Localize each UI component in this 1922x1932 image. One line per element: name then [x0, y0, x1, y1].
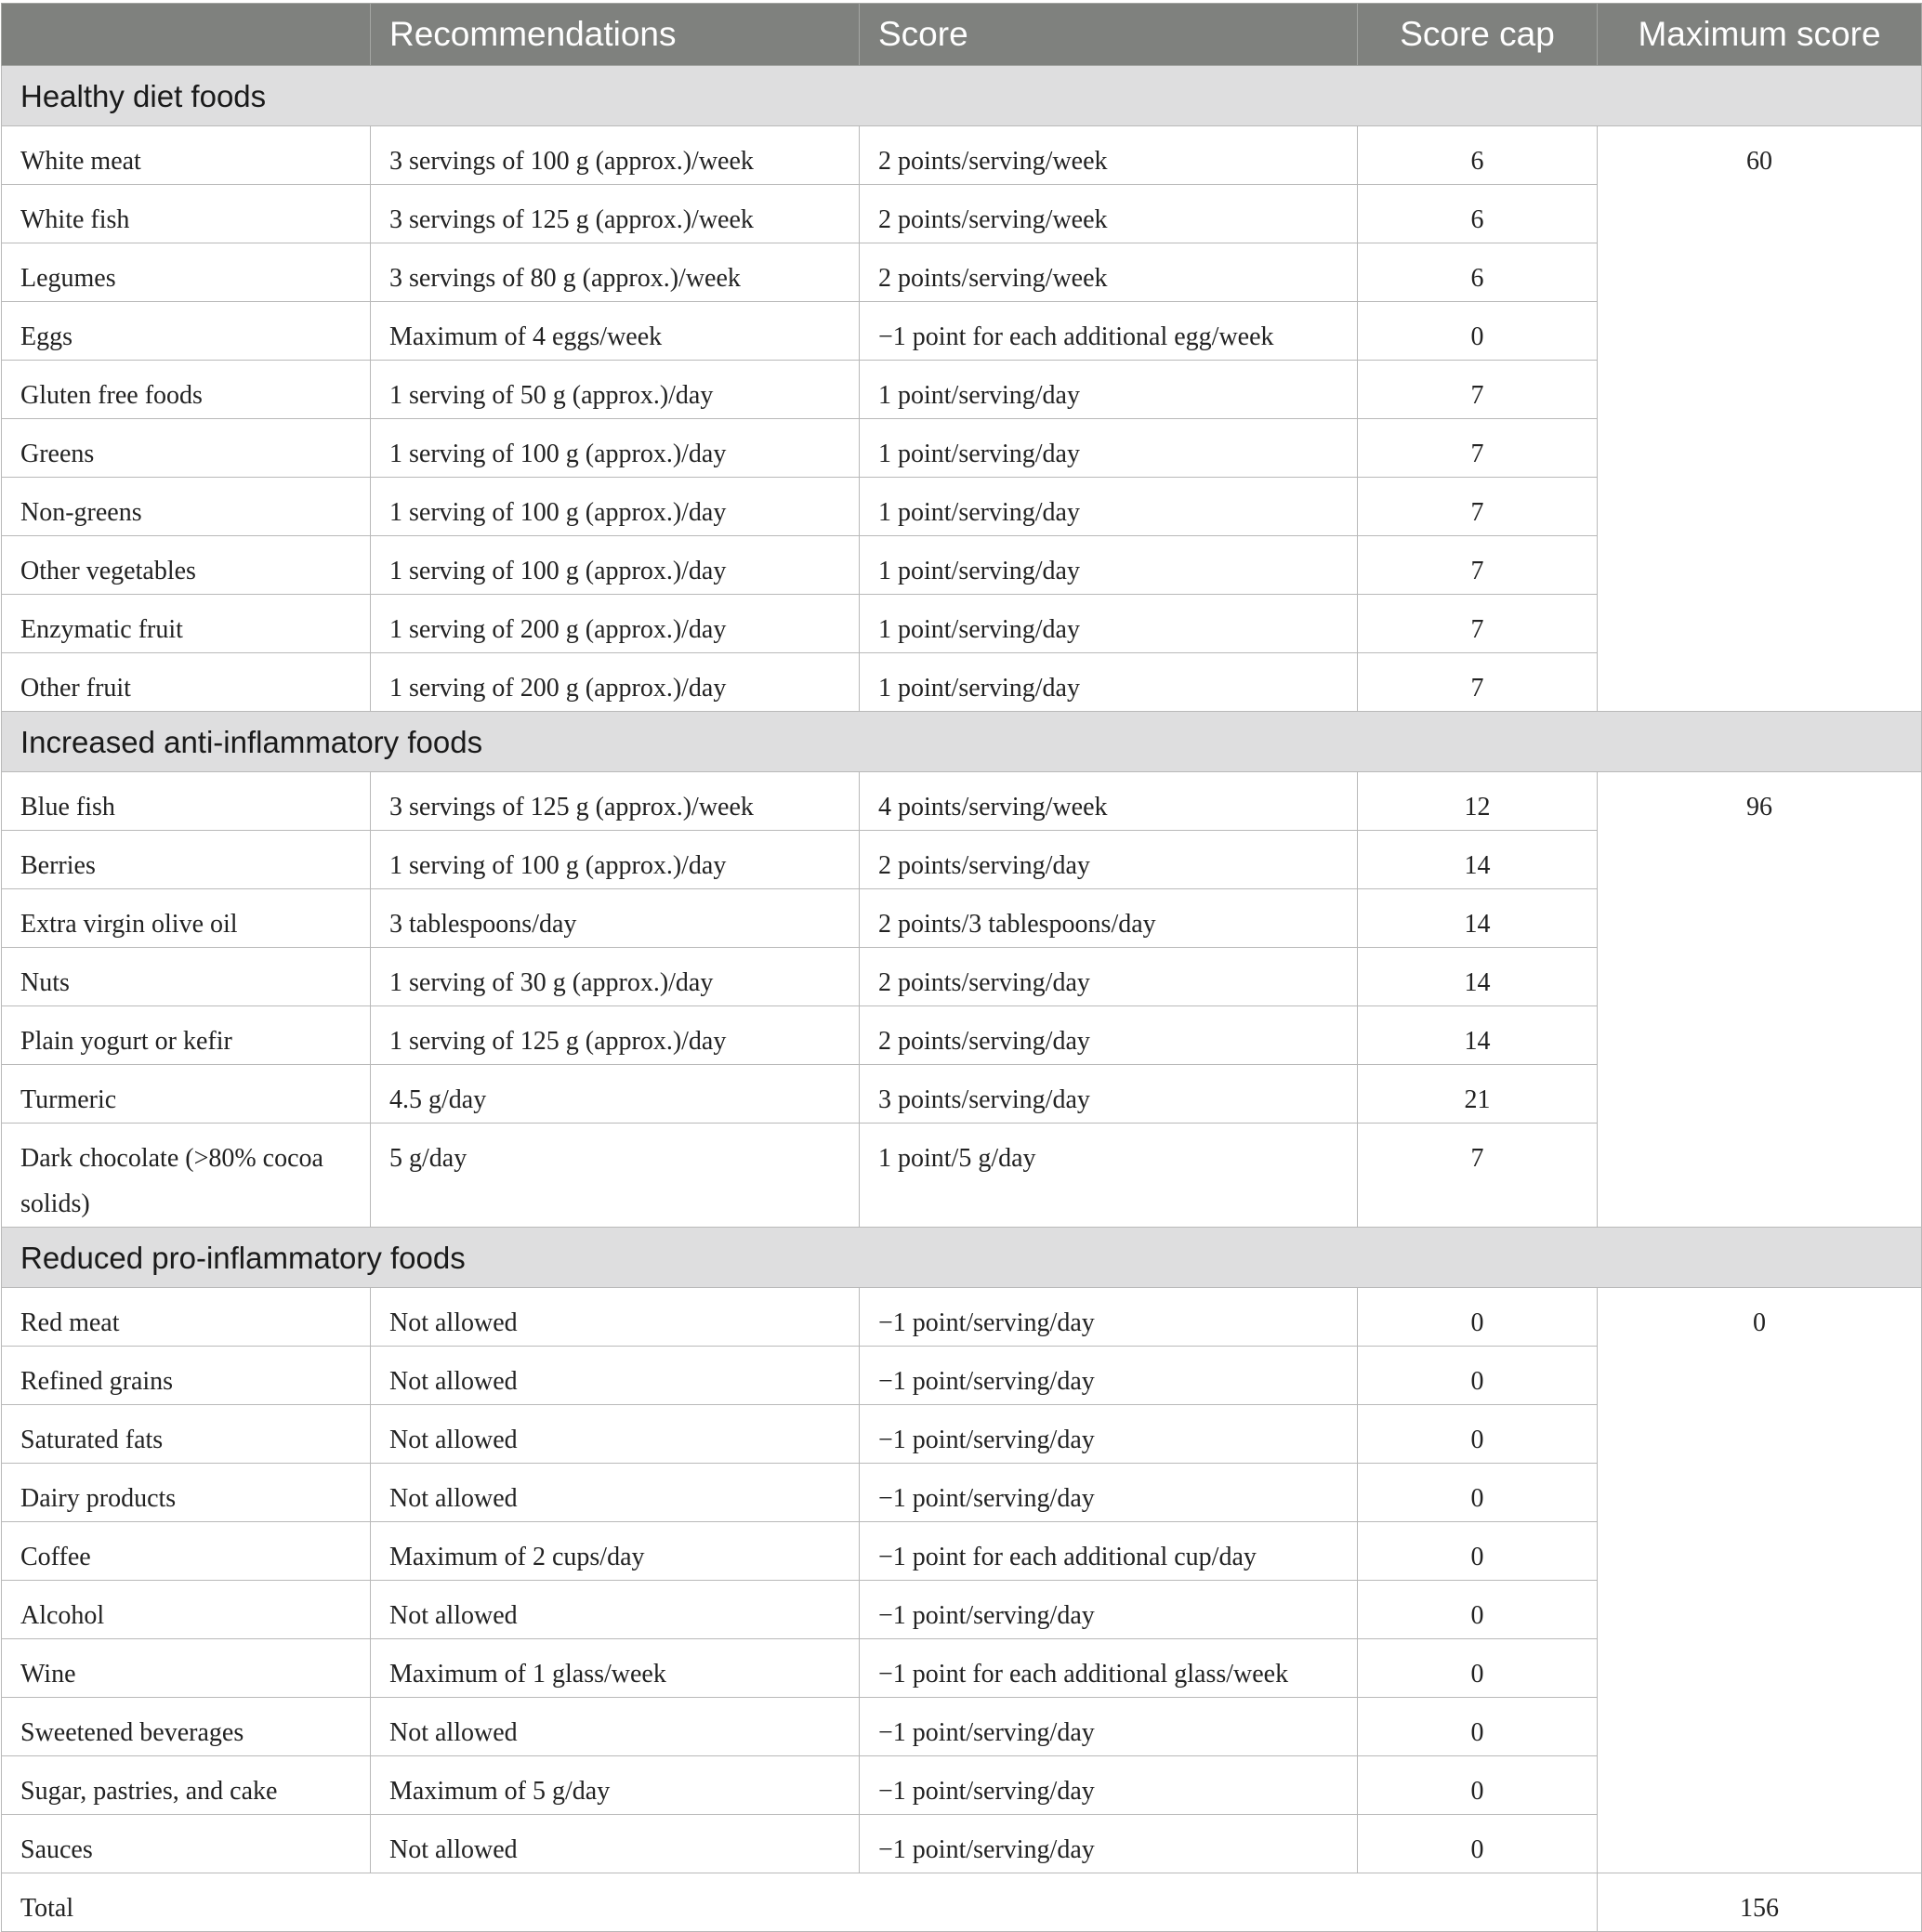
score-cap-cell: 12 [1358, 772, 1598, 831]
food-cell: Red meat [2, 1288, 371, 1347]
score-cell: 2 points/serving/day [860, 1006, 1358, 1065]
food-cell: White meat [2, 126, 371, 185]
food-cell: Enzymatic fruit [2, 595, 371, 653]
recommendation-cell: 4.5 g/day [371, 1065, 860, 1124]
section-title: Healthy diet foods [2, 66, 1922, 126]
maximum-score-cell: 0 [1598, 1288, 1922, 1873]
diet-score-table [1, 3, 1922, 1932]
score-cap-cell: 0 [1358, 1756, 1598, 1815]
recommendation-cell: Not allowed [371, 1815, 860, 1873]
section-header-row [2, 66, 1922, 126]
total-label: Total [2, 1873, 1598, 1932]
food-cell: Dairy products [2, 1464, 371, 1522]
score-cell: 1 point/serving/day [860, 478, 1358, 536]
food-cell: Legumes [2, 243, 371, 302]
recommendation-cell: 1 serving of 100 g (approx.)/day [371, 831, 860, 889]
food-cell: Other vegetables [2, 536, 371, 595]
food-cell: White fish [2, 185, 371, 243]
score-cap-cell: 0 [1358, 1405, 1598, 1464]
score-cap-cell: 14 [1358, 889, 1598, 948]
score-cap-cell: 7 [1358, 419, 1598, 478]
score-cell: −1 point for each additional glass/week [860, 1639, 1358, 1698]
score-cell: 1 point/serving/day [860, 536, 1358, 595]
score-cap-cell: 14 [1358, 1006, 1598, 1065]
maximum-score-cell: 96 [1598, 772, 1922, 1228]
food-cell: Turmeric [2, 1065, 371, 1124]
score-cap-cell: 0 [1358, 1581, 1598, 1639]
score-cap-cell: 7 [1358, 361, 1598, 419]
score-cell: 2 points/serving/day [860, 831, 1358, 889]
score-cap-cell: 6 [1358, 126, 1598, 185]
header-maximum-score: Maximum score [1598, 4, 1922, 66]
score-cell: 2 points/serving/week [860, 185, 1358, 243]
recommendation-cell: Not allowed [371, 1698, 860, 1756]
score-cap-cell: 7 [1358, 1124, 1598, 1228]
score-cell: 2 points/3 tablespoons/day [860, 889, 1358, 948]
score-cell: −1 point for each additional cup/day [860, 1522, 1358, 1581]
food-cell: Gluten free foods [2, 361, 371, 419]
score-cell: 1 point/serving/day [860, 361, 1358, 419]
section-title: Reduced pro-inflammatory foods [2, 1228, 1922, 1288]
header-score: Score [860, 4, 1358, 66]
score-cell: −1 point/serving/day [860, 1756, 1358, 1815]
score-cell: 3 points/serving/day [860, 1065, 1358, 1124]
score-cell: −1 point for each additional egg/week [860, 302, 1358, 361]
food-cell: Saturated fats [2, 1405, 371, 1464]
header-score-cap: Score cap [1358, 4, 1598, 66]
table-row [2, 1288, 1922, 1347]
total-maximum-score: 156 [1598, 1873, 1922, 1932]
score-cap-cell: 14 [1358, 948, 1598, 1006]
recommendation-cell: 3 servings of 100 g (approx.)/week [371, 126, 860, 185]
section-title: Increased anti-inflammatory foods [2, 712, 1922, 772]
score-cell: 1 point/5 g/day [860, 1124, 1358, 1228]
recommendation-cell: Not allowed [371, 1288, 860, 1347]
food-cell: Extra virgin olive oil [2, 889, 371, 948]
score-cap-cell: 6 [1358, 185, 1598, 243]
food-cell: Blue fish [2, 772, 371, 831]
recommendation-cell: 1 serving of 200 g (approx.)/day [371, 653, 860, 712]
score-cap-cell: 0 [1358, 1639, 1598, 1698]
recommendation-cell: 3 tablespoons/day [371, 889, 860, 948]
score-cell: −1 point/serving/day [860, 1815, 1358, 1873]
score-cell: −1 point/serving/day [860, 1698, 1358, 1756]
recommendation-cell: 1 serving of 30 g (approx.)/day [371, 948, 860, 1006]
recommendation-cell: Maximum of 1 glass/week [371, 1639, 860, 1698]
score-cap-cell: 0 [1358, 302, 1598, 361]
recommendation-cell: 1 serving of 125 g (approx.)/day [371, 1006, 860, 1065]
food-cell: Other fruit [2, 653, 371, 712]
score-cap-cell: 7 [1358, 595, 1598, 653]
score-cell: −1 point/serving/day [860, 1288, 1358, 1347]
food-cell: Refined grains [2, 1347, 371, 1405]
score-cell: −1 point/serving/day [860, 1581, 1358, 1639]
food-cell: Alcohol [2, 1581, 371, 1639]
recommendation-cell: Maximum of 2 cups/day [371, 1522, 860, 1581]
recommendation-cell: 3 servings of 80 g (approx.)/week [371, 243, 860, 302]
score-cap-cell: 14 [1358, 831, 1598, 889]
score-cell: 1 point/serving/day [860, 653, 1358, 712]
recommendation-cell: Not allowed [371, 1405, 860, 1464]
score-cell: 4 points/serving/week [860, 772, 1358, 831]
recommendation-cell: 1 serving of 200 g (approx.)/day [371, 595, 860, 653]
score-cell: 2 points/serving/week [860, 126, 1358, 185]
score-cap-cell: 7 [1358, 478, 1598, 536]
food-cell: Sauces [2, 1815, 371, 1873]
food-cell: Eggs [2, 302, 371, 361]
recommendation-cell: 1 serving of 100 g (approx.)/day [371, 419, 860, 478]
table-row [2, 126, 1922, 185]
total-row [2, 1873, 1922, 1932]
section-header-row [2, 1228, 1922, 1288]
score-cap-cell: 0 [1358, 1522, 1598, 1581]
header-recommendations: Recommendations [371, 4, 860, 66]
score-cell: −1 point/serving/day [860, 1405, 1358, 1464]
food-cell: Dark chocolate (>80% cocoa solids) [2, 1124, 371, 1228]
food-cell: Plain yogurt or kefir [2, 1006, 371, 1065]
recommendation-cell: 1 serving of 100 g (approx.)/day [371, 536, 860, 595]
score-cell: 2 points/serving/week [860, 243, 1358, 302]
score-cell: 2 points/serving/day [860, 948, 1358, 1006]
score-cap-cell: 7 [1358, 536, 1598, 595]
recommendation-cell: 3 servings of 125 g (approx.)/week [371, 772, 860, 831]
score-cap-cell: 0 [1358, 1347, 1598, 1405]
table-body [2, 66, 1922, 1932]
score-cell: −1 point/serving/day [860, 1347, 1358, 1405]
maximum-score-cell: 60 [1598, 126, 1922, 712]
header-row [2, 4, 1922, 66]
score-cell: −1 point/serving/day [860, 1464, 1358, 1522]
score-cell: 1 point/serving/day [860, 595, 1358, 653]
header-food [2, 4, 371, 66]
food-cell: Nuts [2, 948, 371, 1006]
score-cap-cell: 0 [1358, 1464, 1598, 1522]
recommendation-cell: Not allowed [371, 1464, 860, 1522]
table-row [2, 772, 1922, 831]
food-cell: Berries [2, 831, 371, 889]
recommendation-cell: Not allowed [371, 1581, 860, 1639]
recommendation-cell: 1 serving of 100 g (approx.)/day [371, 478, 860, 536]
score-cap-cell: 0 [1358, 1698, 1598, 1756]
recommendation-cell: 3 servings of 125 g (approx.)/week [371, 185, 860, 243]
score-cap-cell: 6 [1358, 243, 1598, 302]
food-cell: Coffee [2, 1522, 371, 1581]
score-cap-cell: 7 [1358, 653, 1598, 712]
food-cell: Wine [2, 1639, 371, 1698]
food-cell: Sweetened beverages [2, 1698, 371, 1756]
food-cell: Non-greens [2, 478, 371, 536]
recommendation-cell: Maximum of 5 g/day [371, 1756, 860, 1815]
recommendation-cell: Maximum of 4 eggs/week [371, 302, 860, 361]
recommendation-cell: 5 g/day [371, 1124, 860, 1228]
score-cell: 1 point/serving/day [860, 419, 1358, 478]
section-header-row [2, 712, 1922, 772]
food-cell: Sugar, pastries, and cake [2, 1756, 371, 1815]
score-cap-cell: 0 [1358, 1288, 1598, 1347]
food-cell: Greens [2, 419, 371, 478]
recommendation-cell: 1 serving of 50 g (approx.)/day [371, 361, 860, 419]
recommendation-cell: Not allowed [371, 1347, 860, 1405]
score-cap-cell: 0 [1358, 1815, 1598, 1873]
score-cap-cell: 21 [1358, 1065, 1598, 1124]
